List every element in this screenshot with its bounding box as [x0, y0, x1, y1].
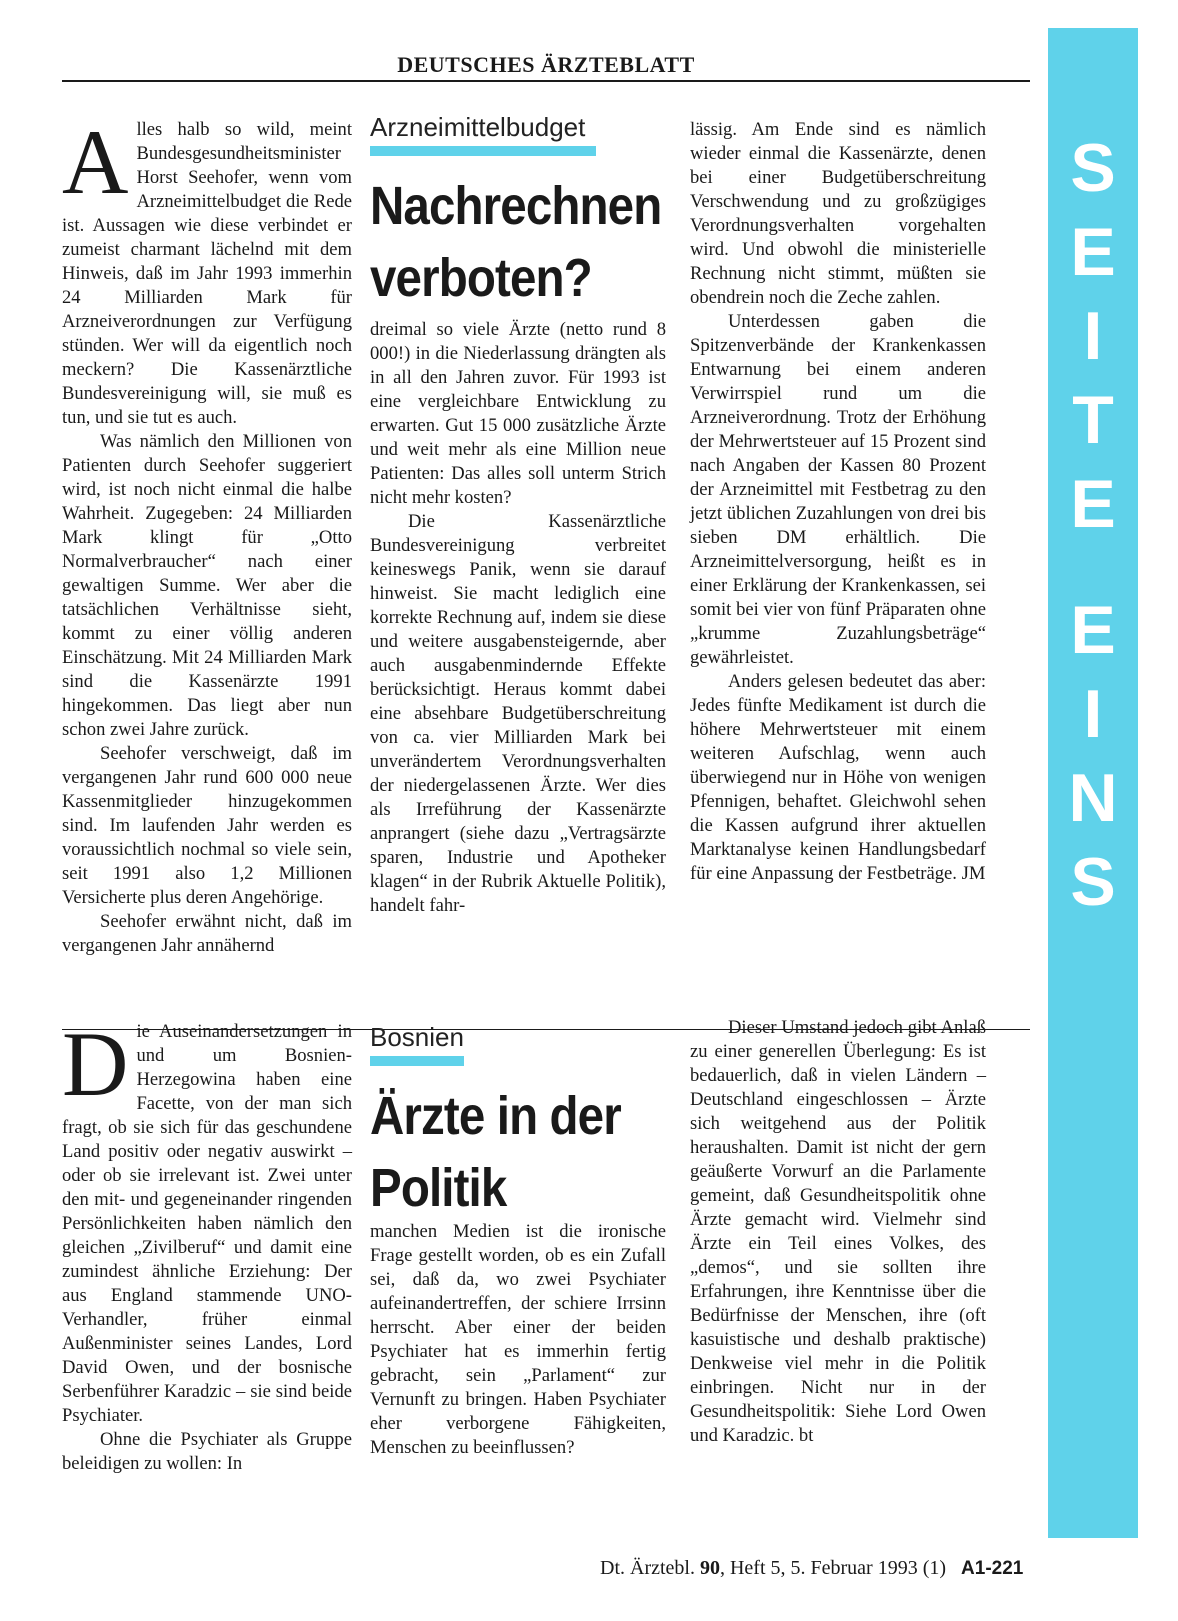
- article1-paragraph: Was nämlich den Millionen von Patienten durch Seehofer suggeriert wird, ist noch nicht einmal die halbe Wahrheit. Zugegeben: 24 Milliarden Mark klingt für „Otto Normalverbraucher“ nach einer gewaltigen Summe. Wer aber die tatsächlichen Verhältnisse sieht, kommt zu einer völlig anderen Einschätzung. Mit 24 Milliarden Mark sind die Kassenärzte 1991 hingekommen. Das liegt aber nun schon zwei Jahre zurück.: [62, 431, 352, 740]
- dropcap: A: [62, 111, 129, 213]
- article1-paragraph: dreimal so viele Ärzte (netto rund 8 000!) in die Niederlassung drängten als in all den Jahren zuvor. Für 1993 ist eine vergleichbare Entwicklung zu erwarten. Gut 15 000 zusätzliche Ärzte und weit mehr als eine Million neue Patienten: Das alles soll unterm Strich nicht mehr kosten?: [370, 319, 666, 508]
- article1-kicker: Arzneimittelbudget: [370, 112, 586, 142]
- article1-paragraph: Anders gelesen bedeutet das aber: Jedes fünfte Medikament ist durch die höhere Mehrwertsteuer mit einem weiteren Aufschlag, wenn auch überwiegend nur in Höhe von wenigen Pfennigen, behaftet. Gleichwohl sehen die Kassen aufgrund ihrer aktuellen Marktanalyse keinen Handlungsbedarf für eine Anpassung der Festbeträge. JM: [690, 671, 986, 884]
- article2-paragraph: Ohne die Psychiater als Gruppe beleidigen zu wollen: In: [62, 1429, 352, 1474]
- dropcap: D: [62, 1013, 129, 1115]
- page-number: A1-221: [961, 1558, 1024, 1579]
- sidebar-letter: I: [1083, 298, 1103, 374]
- sidebar-letter: E: [1070, 466, 1116, 542]
- headline-line: Ärzte in der: [370, 1086, 621, 1146]
- kicker-accent-bar: [370, 146, 596, 156]
- article1-paragraph: Seehofer erwähnt nicht, daß im vergangenen Jahr annähernd: [62, 911, 352, 956]
- footer-volume: 90: [699, 1557, 720, 1579]
- headline-line: Politik: [370, 1158, 507, 1218]
- article2-paragraph: manchen Medien ist die ironische Frage gestellt worden, ob es ein Zufall sei, daß da, wo zwei Psychiater aufeinandertreffen, der schiere Irrsinn herrscht. Aber einer der beiden Psychiater hat es immerhin fertig gebracht, sein „Parlament“ zur Vernunft zu bringen. Haben Psychiater eher verborgene Fähigkeiten, Menschen zu beeinflussen?: [370, 1221, 666, 1458]
- masthead: DEUTSCHES ÄRZTEBLATT: [397, 52, 695, 77]
- sidebar-banner: [1048, 28, 1138, 1538]
- sidebar-letter: E: [1070, 214, 1116, 290]
- article2-column-2: [370, 1220, 666, 1460]
- footer-journal: Dt. Ärztebl.: [600, 1557, 695, 1579]
- article1-paragraph: Unterdessen gaben die Spitzenverbände der Krankenkassen Entwarnung bei einem anderen Verwirrspiel rund um die Arzneiverordnung. Trotz der Erhöhung der Mehrwertsteuer auf 15 Prozent sind nach Angaben der Kassen 80 Prozent der Arzneimittel mit Festbetrag zu den jetzt üblichen Zuzahlungen von drei bis sieben DM erhältlich. Die Arzneimittelversorgung, heißt es in einer Erklärung der Krankenkassen, sei somit bei vier von fünf Präparaten ohne „krumme Zuzahlungsbeträge“ gewährleistet.: [690, 311, 986, 668]
- article2-headline: [370, 1080, 621, 1224]
- article2-kicker: Bosnien: [370, 1022, 464, 1052]
- page-footer: [600, 1554, 1080, 1582]
- article1-paragraph: lles halb so wild, meint Bundesgesundheitsminister Horst Seehofer, wenn vom Arzneimittelbudget die Rede ist. Aussagen wie diese verbindet er zumeist charmant lächelnd mit dem Hinweis, daß im Jahr 1993 immerhin 24 Milliarden Mark für Arzneiverordnungen zur Verfügung stünden. Wer will da eigentlich noch meckern? Die Kassenärztliche Bundesvereinigung will, sie muß es tun, und sie tut es auch.: [62, 119, 352, 428]
- article1-headline: [370, 170, 661, 314]
- article1-column-3: [690, 118, 986, 886]
- article1-column-2: [370, 318, 666, 918]
- article2-paragraph: Dieser Umstand jedoch gibt Anlaß zu einer generellen Überlegung: Es ist bedauerlich, daß in vielen Ländern – Deutschland eingeschlossen – Ärzte sich weitgehend aus der Politik heraushalten. Damit ist nicht der gern geäußerte Vorwurf an die Parlamente gemeint, daß Gesundheitspolitik ohne Ärzte gemacht wird. Vielmehr sind Ärzte ein Teil eines Volkes, des „demos“, und sie sollten ihre Erfahrungen, ihre Kenntnisse über die Bedürfnisse der Menschen, ihre (oft kasuistische und deshalb praktische) Denkweise viel mehr in die Politik einbringen. Nicht nur in der Gesundheitspolitik: Siehe Lord Owen und Karadzic. bt: [690, 1017, 986, 1446]
- footer-issue: , Heft 5, 5. Februar 1993 (1): [719, 1557, 947, 1579]
- article1-column-1: [62, 111, 352, 958]
- sidebar-letter: I: [1083, 676, 1103, 752]
- article2-column-3: [690, 1016, 986, 1448]
- sidebar-letter: T: [1072, 382, 1114, 458]
- sidebar-letter: E: [1070, 592, 1116, 668]
- sidebar-letter: N: [1068, 760, 1118, 836]
- sidebar-letter: S: [1070, 130, 1116, 206]
- masthead-rule: [62, 80, 1030, 82]
- kicker-accent-bar: [370, 1056, 464, 1066]
- sidebar-letter: S: [1070, 844, 1116, 920]
- article2-column-1: [62, 1013, 352, 1476]
- sidebar-vertical-label: [1048, 126, 1138, 924]
- headline-line: Nachrechnen: [370, 176, 662, 236]
- article1-paragraph: lässig. Am Ende sind es nämlich wieder einmal die Kassenärzte, denen bei einer Budgetüberschreitung Verschwendung und zu großzügiges Verordnungsverhalten vorgehalten wird. Und obwohl die ministerielle Rechnung nicht stimmt, müßten sie obendrein noch die Zeche zahlen.: [690, 119, 986, 308]
- article1-paragraph: Seehofer verschweigt, daß im vergangenen Jahr rund 600 000 neue Kassenmitglieder hinzugekommen sind. Im laufenden Jahr werden es voraussichtlich nochmal so viele sein, seit 1991 also 1,2 Millionen Versicherte plus deren Angehörige.: [62, 743, 352, 908]
- article2-paragraph: ie Auseinandersetzungen in und um Bosnien-Herzegowina haben eine Facette, von der man sich fragt, ob sie sich für das geschundene Land positiv oder negativ auswirkt – oder ob sie irrelevant ist. Zwei unter den mit- und gegeneinander ringenden Persönlichkeiten haben nämlich den gleichen „Zivilberuf“ und damit eine zumindest ähnliche Erziehung: Der aus England stammende UNO-Verhandler, früher einmal Außenminister seines Landes, Lord David Owen, und der bosnische Serbenführer Karadzic – sie sind beide Psychiater.: [62, 1021, 352, 1426]
- article1-paragraph: Die Kassenärztliche Bundesvereinigung verbreitet keineswegs Panik, wenn sie darauf hinweist. Sie macht lediglich eine korrekte Rechnung auf, indem sie diese und weitere ausgabensteigernde, aber auch ausgabenmindernde Effekte berücksichtigt. Heraus kommt dabei eine absehbare Budgetüberschreitung von ca. vier Milliarden Mark bei unverändertem Verordnungsverhalten der niedergelassenen Ärzte. Wer dies als Irreführung der Kassenärzte anprangert (siehe dazu „Vertragsärzte sparen, Industrie und Apotheker klagen“ in der Rubrik Aktuelle Politik), handelt fahr-: [370, 511, 666, 916]
- headline-line: verboten?: [370, 248, 592, 308]
